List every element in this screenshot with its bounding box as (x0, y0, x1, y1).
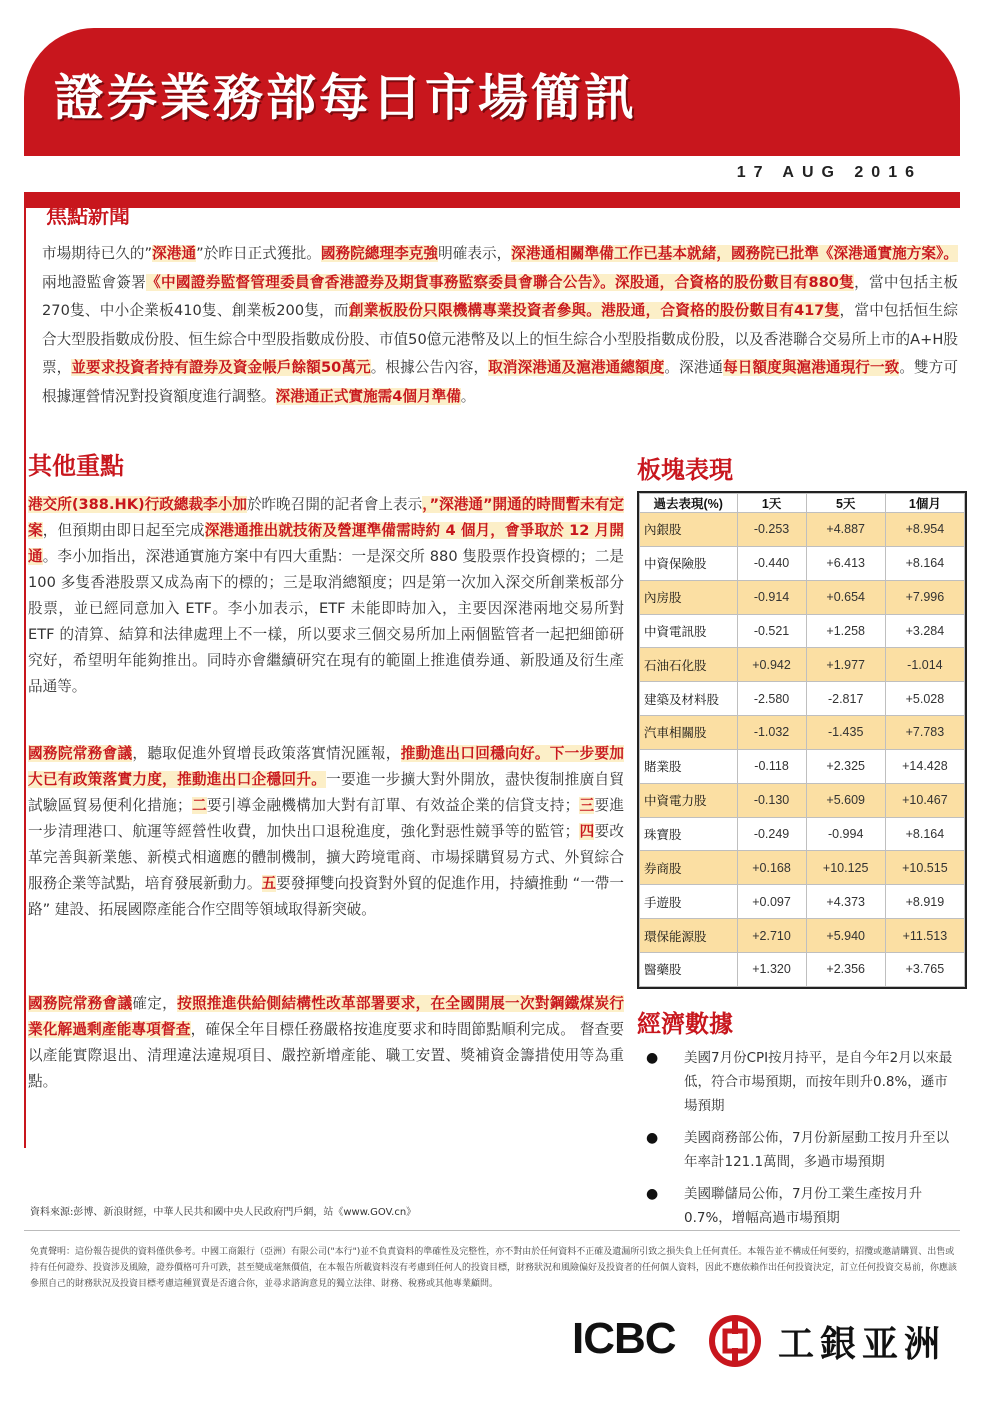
body-text: ，當中包括恒生綜合大型股指數成份股、恒生綜合中型股指數成份股、市值50億元港幣及以上的恒生綜合小型股指數成份股，以及香港聯合交易所上市的A+H股票， (42, 302, 958, 376)
value-cell: +0.942 (737, 648, 806, 682)
value-cell: +4.887 (806, 513, 885, 547)
value-cell: +0.168 (737, 851, 806, 885)
table-row (640, 783, 965, 817)
value-cell: -2.580 (737, 682, 806, 716)
table-row (640, 817, 965, 851)
highlighted-text: 國務院常務會議 (28, 745, 133, 762)
body-text: 。 (460, 387, 476, 405)
value-cell: -0.914 (737, 580, 806, 614)
sector-name-cell: 石油石化股 (640, 648, 738, 682)
highlighted-text: 《中國證券監督管理委員會香港證券及期貨事務監察委員會聯合公告》。深股通，合資格的股份數目有880隻 (146, 273, 855, 291)
body-text: 一要進一步擴大對外開放，盡快復制推廣自貿試驗區貿易便利化措施； (28, 771, 624, 814)
body-text: 市場期待已久的” (42, 245, 153, 262)
column-header: 過去表現(%) (640, 494, 738, 513)
table-row (640, 580, 965, 614)
table-row (640, 952, 965, 986)
value-cell: +2.356 (806, 952, 885, 986)
value-cell: -0.249 (737, 817, 806, 851)
sector-name-cell: 中資電訊股 (640, 614, 738, 648)
value-cell: -2.817 (806, 682, 885, 716)
sector-name-cell: 中資保險股 (640, 546, 738, 580)
highlight-paragraph-2 (28, 741, 624, 923)
value-cell: +7.783 (885, 716, 964, 750)
table-header-row (640, 494, 965, 513)
value-cell: +5.028 (885, 682, 964, 716)
column-header: 5天 (806, 494, 885, 513)
icbc-emblem-icon (708, 1314, 762, 1368)
column-header: 1天 (737, 494, 806, 513)
value-cell: +5.609 (806, 783, 885, 817)
table-row (640, 919, 965, 953)
logo-text-cn: 工銀亚洲 (778, 1324, 947, 1365)
highlighted-text: 二 (191, 797, 207, 814)
sector-name-cell: 汽車相關股 (640, 716, 738, 750)
body-text: ，當中包括主板270隻、中小企業板410隻、創業板200隻，而 (42, 273, 958, 319)
value-cell: -0.253 (737, 513, 806, 547)
sector-name-cell: 珠寶股 (640, 817, 738, 851)
body-text: 兩地證監會簽署 (42, 273, 147, 291)
value-cell: +8.954 (885, 513, 964, 547)
table-row (640, 546, 965, 580)
list-item (640, 1126, 960, 1174)
sector-name-cell: 中資電力股 (640, 783, 738, 817)
sector-name-cell: 賭業股 (640, 749, 738, 783)
highlighted-text: 深港通 (152, 245, 197, 262)
body-text: ，但預期由即日起至完成 (42, 522, 205, 539)
data-source: 資料來源:彭博、新浪財經，中華人民共和國中央人民政府門戶網，站《www.GOV.cn》 (30, 1207, 417, 1218)
sector-name-cell: 內銀股 (640, 513, 738, 547)
highlighted-text: 深港通推出就技術及營運準備需時約 4 個月，會爭取於 12 月開通 (28, 522, 624, 565)
left-border-line (24, 208, 26, 1148)
body-text: 明確表示， (438, 245, 512, 262)
value-cell: +0.097 (737, 885, 806, 919)
list-item-text: 美國聯儲局公佈，7月份工業生產按月升0.7%，增幅高過市場預期 (684, 1186, 923, 1226)
value-cell: +8.919 (885, 885, 964, 919)
body-text: ，聽取促進外貿增長政策落實情況匯報， (132, 745, 401, 762)
body-text: 要發揮雙向投資對外貿的促進作用，持續推動 “一帶一路” 建設、拓展國際產能合作空間等領域取得新突破。 (28, 875, 624, 918)
value-cell: +1.320 (737, 952, 806, 986)
highlighted-text: 港交所(388.HK)行政總裁李小加 (28, 496, 247, 513)
sector-performance-title: 板塊表現 (637, 456, 733, 484)
value-cell: +6.413 (806, 546, 885, 580)
page-title: 證券業務部每日市場簡訊 (54, 69, 637, 127)
highlighted-text: 深港通正式實施需4個月準備 (275, 387, 461, 405)
value-cell: +1.258 (806, 614, 885, 648)
icbc-logo (572, 1312, 962, 1372)
value-cell: +5.940 (806, 919, 885, 953)
value-cell: -0.130 (737, 783, 806, 817)
list-item-text: 美國商務部公佈，7月份新屋動工按月升至以年率計121.1萬間，多過市場預期 (684, 1130, 950, 1170)
sector-name-cell: 建築及材料股 (640, 682, 738, 716)
economic-data-list (640, 1046, 960, 1238)
value-cell: +2.325 (806, 749, 885, 783)
sector-name-cell: 醫藥股 (640, 952, 738, 986)
bullet-icon: ● (646, 1050, 659, 1066)
highlight-paragraph-3 (28, 991, 624, 1095)
value-cell: +0.654 (806, 580, 885, 614)
value-cell: +11.513 (885, 919, 964, 953)
value-cell: -1.435 (806, 716, 885, 750)
highlighted-text: 深港通相關準備工作已基本就緒，國務院已批準《深港通實施方案》。 (511, 245, 958, 262)
sector-name-cell: 券商股 (640, 851, 738, 885)
value-cell: -0.994 (806, 817, 885, 851)
value-cell: -0.521 (737, 614, 806, 648)
value-cell: +3.765 (885, 952, 964, 986)
body-text: 要改革完善與新業態、新模式相適應的體制機制，擴大跨境電商、市場採購貿易方式、外貿綜合服務企業等試點，培育發展新動力。 (28, 823, 624, 892)
table-row (640, 682, 965, 716)
value-cell: +4.373 (806, 885, 885, 919)
highlighted-text: 國務院總理李克強 (320, 245, 439, 262)
sector-name-cell: 環保能源股 (640, 919, 738, 953)
value-cell: -1.014 (885, 648, 964, 682)
table-row (640, 648, 965, 682)
other-highlights-title: 其他重點 (28, 452, 124, 480)
value-cell: +10.467 (885, 783, 964, 817)
focus-news-title: 焦點新聞 (46, 204, 130, 228)
disclaimer: 免責聲明：這份報告提供的資料僅供參考。中國工商銀行（亞洲）有限公司("本行")並不負責資料的準確性及完整性，亦不對由於任何資料不正確及遺漏所引致之損失負上任何責任。本報告並不構成任何要約，招攬或邀請購買、出售或持有任何證券、投資涉及風險，證券價格可升可跌，甚至變成毫無價值，在本報告所載資料沒有考慮到任何人的投資目標，財務狀況和風險偏好及投資者的任何個人資料，因此不應依賴作出任何投資決定，訂立任何投資交易前，你應該參照自己的財務狀況及投資目標考慮這種買賣是否適合你，並尋求諮詢意見的獨立法律、財務、稅務或其他專業顧問。 (30, 1247, 958, 1289)
value-cell: +14.428 (885, 749, 964, 783)
highlighted-text: 每日額度與滬港通現行一致 (723, 359, 900, 376)
highlighted-text: 並要求投資者持有證券及資金帳戶餘額50萬元 (71, 359, 371, 376)
body-text: 。深港通 (664, 359, 724, 376)
value-cell: +8.164 (885, 817, 964, 851)
highlighted-text: 創業板股份只限機構專業投資者參與。港股通，合資格的股份數目有417隻 (348, 302, 840, 319)
sector-name-cell: 內房股 (640, 580, 738, 614)
table-row (640, 716, 965, 750)
value-cell: +10.515 (885, 851, 964, 885)
value-cell: +1.977 (806, 648, 885, 682)
value-cell: +7.996 (885, 580, 964, 614)
bullet-icon: ● (646, 1186, 659, 1202)
report-date: 17 AUG 2016 (736, 164, 922, 181)
highlighted-text: 推動進出口回穩向好。下一步要加大已有政策落實力度，推動進出口企穩回升。 (28, 745, 624, 788)
highlighted-text: ，”深港通”開通的時間暫未有定案 (28, 496, 624, 539)
economic-data-title: 經濟數據 (637, 1010, 733, 1038)
focus-news-paragraph (42, 240, 958, 411)
list-item (640, 1046, 960, 1118)
table-row (640, 851, 965, 885)
highlight-paragraph-1 (28, 492, 624, 700)
body-text: 。雙方可根據運營情況對投資額度進行調整。 (42, 359, 958, 405)
value-cell: +10.125 (806, 851, 885, 885)
table-row (640, 885, 965, 919)
body-text: 確定， (132, 995, 178, 1012)
highlighted-text: 按照推進供給側結構性改革部署要求，在全國開展一次對鋼鐵煤炭行業化解過剩產能專項督查 (28, 995, 624, 1038)
body-text: 。李小加指出，深港通實施方案中有四大重點：一是深交所 880 隻股票作投資標的；二是 100 多隻香港股票又成為南下的標的；三是取消總額度；四是第一次加入深交所創業板部分股票，並已經同意加入 ETF。李小加表示，ETF 未能即時加入，主要因深港兩地交易所對 ETF 的清算、結算和法律處理上不一樣，所以要求三個交易所加上兩個監管者一起把細節研究好，希望明年能夠推出。同時亦會繼續研究在現有的範圍上推進債券通、新股通及衍生產品通等。 (28, 548, 624, 695)
highlighted-text: 三 (579, 797, 595, 814)
column-header: 1個月 (885, 494, 964, 513)
logo-text-en: ICBC (572, 1314, 676, 1363)
divider (24, 1230, 960, 1231)
highlighted-text: 五 (261, 875, 277, 892)
sector-name-cell: 手遊股 (640, 885, 738, 919)
body-text: ”於昨日正式獲批。 (196, 245, 321, 262)
value-cell: +3.284 (885, 614, 964, 648)
value-cell: +2.710 (737, 919, 806, 953)
value-cell: -0.118 (737, 749, 806, 783)
highlighted-text: 國務院常務會議 (28, 995, 133, 1012)
list-item-text: 美國7月份CPI按月持平，是自今年2月以來最低，符合市場預期，而按年則升0.8%，遜市場預期 (684, 1050, 953, 1114)
body-text: 。根據公告內容， (370, 359, 489, 376)
list-item (640, 1182, 960, 1230)
body-text: 要引導金融機構加大對有訂單、有效益企業的信貸支持； (206, 797, 580, 814)
sector-performance-table (637, 491, 967, 989)
table-row (640, 513, 965, 547)
value-cell: -0.440 (737, 546, 806, 580)
value-cell: +8.164 (885, 546, 964, 580)
value-cell: -1.032 (737, 716, 806, 750)
body-text: ，確保全年目標任務嚴格按進度要求和時間節點順利完成。 督查要以產能實際退出、清理違法違規項目、嚴控新增產能、職工安置、獎補資金籌措使用等為重點。 (28, 1021, 624, 1090)
highlighted-text: 四 (579, 823, 595, 840)
bullet-icon: ● (646, 1130, 659, 1146)
highlighted-text: 取消深港通及滬港通總額度 (488, 359, 665, 376)
table-row (640, 614, 965, 648)
body-text: 於昨晚召開的記者會上表示 (246, 496, 423, 513)
table-row (640, 749, 965, 783)
body-text: 要進一步清理港口、航運等經營性收費，加快出口退稅進度，強化對惡性競爭等的監管； (28, 797, 624, 840)
